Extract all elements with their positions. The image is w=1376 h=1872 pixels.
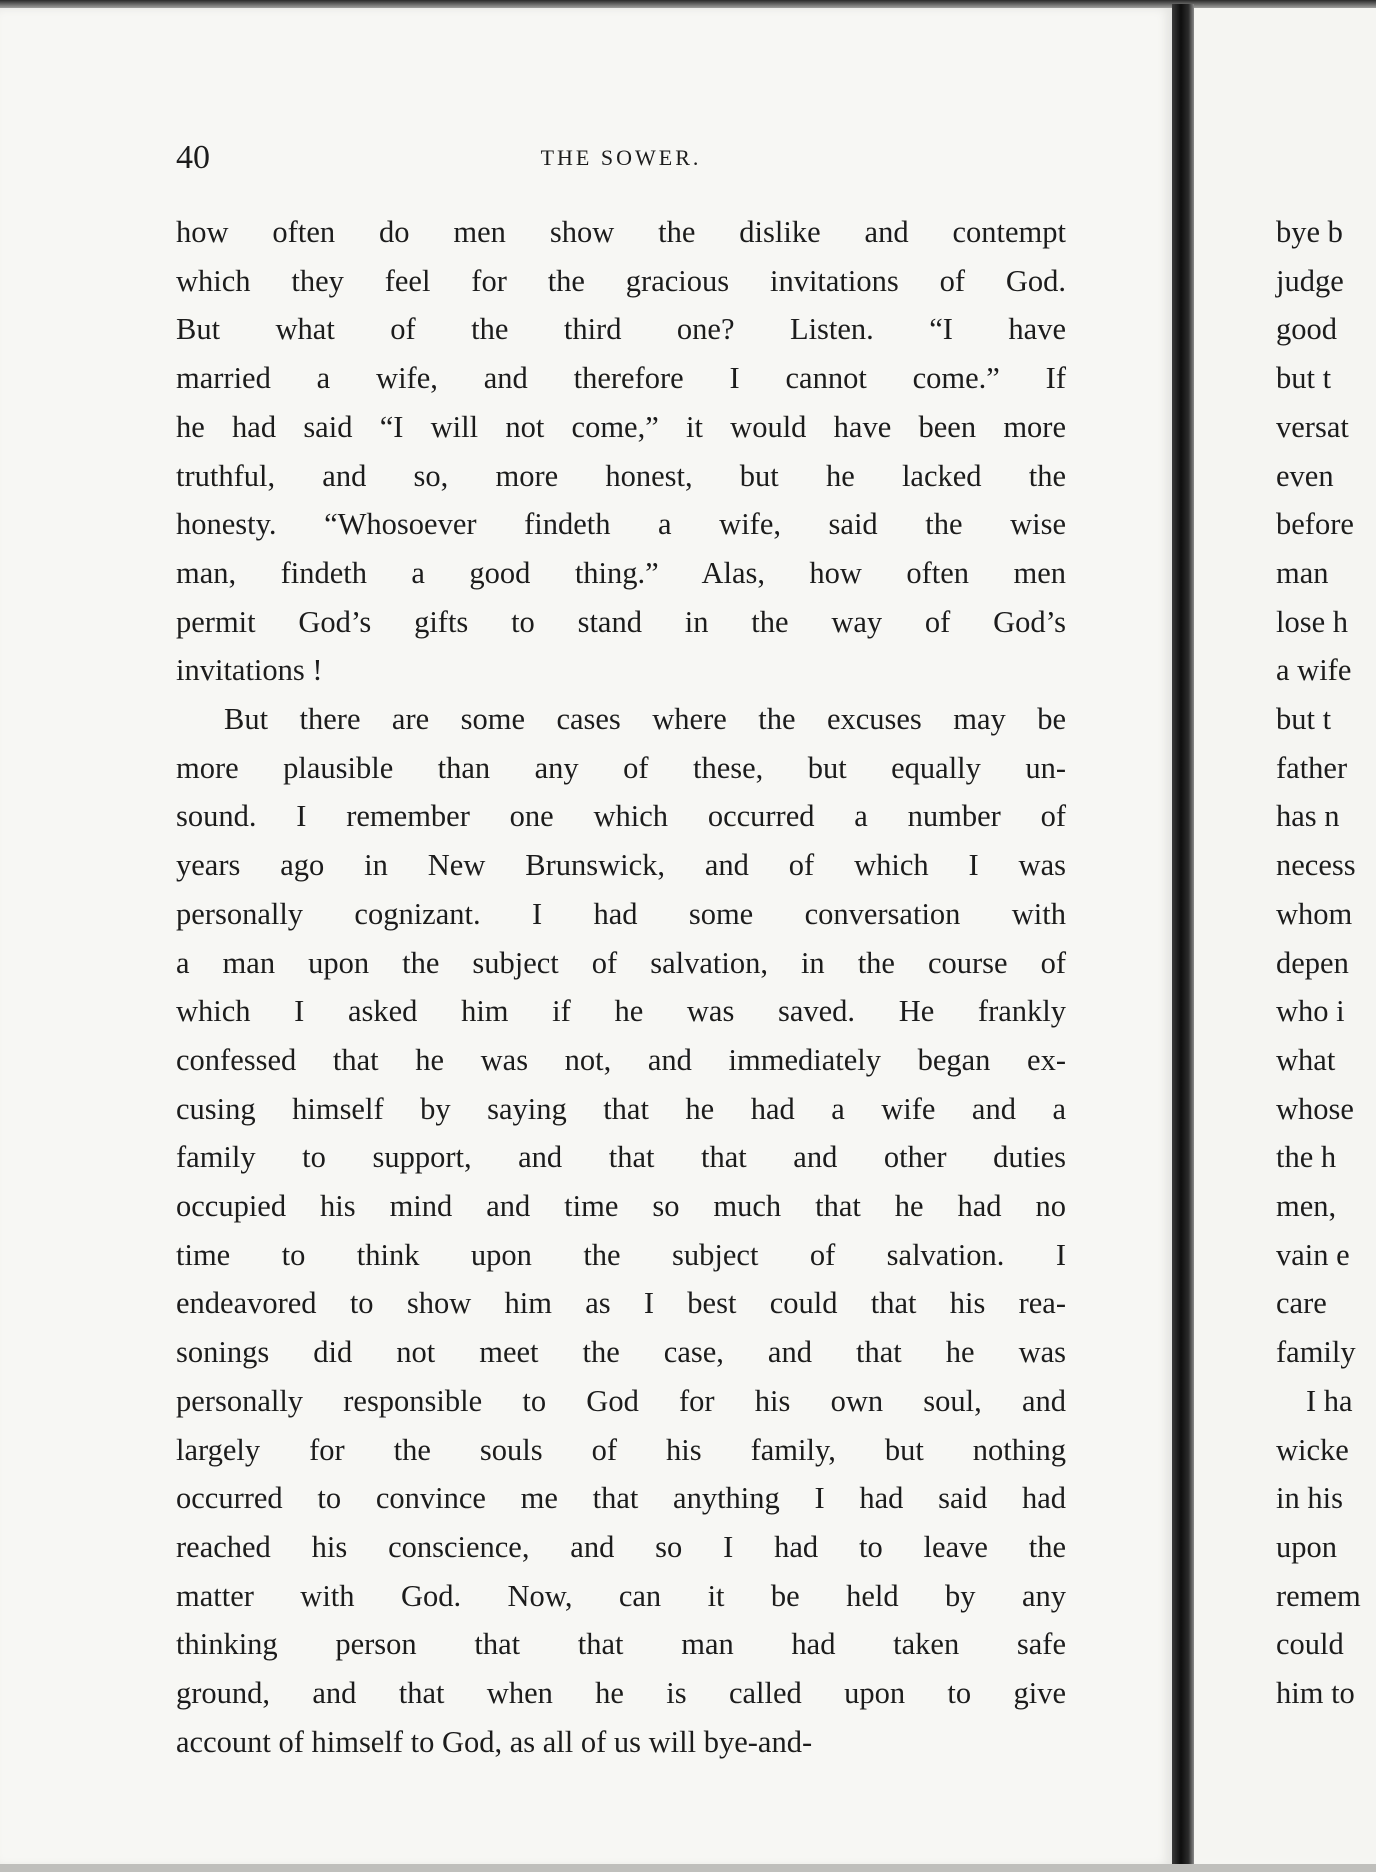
left-book-page [0,8,1172,1866]
text-line-fragment: a wife [1276,653,1352,688]
text-line-fragment: men, [1276,1189,1337,1224]
text-line-fragment: but t [1276,361,1332,396]
text-line: thinking person that that man had taken safe [176,1627,1066,1662]
text-line-fragment: even [1276,458,1334,493]
text-line: But there are some cases where the excuses may be [224,702,1066,737]
text-line: which they feel for the gracious invitations of God. [176,263,1066,298]
text-line: occurred to convince me that anything I had said had [176,1481,1066,1516]
text-line-fragment: remem [1276,1578,1361,1613]
text-line-fragment: who i [1276,994,1345,1029]
text-line: a man upon the subject of salvation, in the course of [176,945,1066,980]
text-line-fragment: upon [1276,1529,1337,1564]
text-line-fragment: I ha [1306,1383,1353,1418]
text-line: endeavored to show him as I best could that his rea- [176,1286,1066,1321]
text-line: invitations ! [176,653,323,688]
text-line: matter with God. Now, can it be held by any [176,1578,1066,1613]
text-line-fragment: wicke [1276,1432,1349,1467]
text-line-fragment: whom [1276,896,1353,931]
text-line-fragment: necess [1276,848,1356,883]
text-line: honesty. “Whosoever findeth a wife, said the wise [176,507,1066,542]
text-line-fragment: could [1276,1627,1344,1662]
text-line-fragment: good [1276,312,1337,347]
left-page-body-text [176,208,1066,1767]
text-line-fragment: versat [1276,409,1349,444]
text-line-fragment: him to [1276,1676,1355,1711]
text-line: largely for the souls of his family, but nothing [176,1432,1066,1467]
text-line: married a wife, and therefore I cannot come.” If [176,361,1066,396]
text-line-fragment: the h [1276,1140,1337,1175]
text-line: family to support, and that that and other duties [176,1140,1066,1175]
text-line-fragment: before [1276,507,1354,542]
text-line: time to think upon the subject of salvation. I [176,1237,1066,1272]
text-line: ground, and that when he is called upon to give [176,1676,1066,1711]
text-line-fragment: man [1276,555,1329,590]
text-line-fragment: bye b [1276,215,1343,249]
running-title: THE SOWER. [540,145,702,170]
text-line: man, findeth a good thing.” Alas, how often men [176,555,1066,590]
text-line-fragment: but t [1276,702,1332,737]
text-line: which I asked him if he was saved. He frankly [176,994,1066,1029]
text-line-fragment: what [1276,1042,1336,1077]
text-line: personally responsible to God for his own soul, and [176,1383,1066,1418]
text-line: reached his conscience, and so I had to leave the [176,1529,1066,1564]
text-line: he had said “I will not come,” it would have been more [176,409,1066,444]
text-line-fragment: vain e [1276,1237,1350,1272]
book-spine-gutter [1172,4,1194,1868]
text-line: years ago in New Brunswick, and of which I was [176,848,1066,883]
text-line-fragment: lose h [1276,604,1349,639]
text-line-fragment: father [1276,750,1348,785]
paragraph [176,695,1066,1766]
text-line: cusing himself by saying that he had a wife and a [176,1091,1066,1126]
text-line-fragment: depen [1276,945,1349,980]
text-line: truthful, and so, more honest, but he lacked the [176,458,1066,493]
text-line: account of himself to God, as all of us will bye-and- [176,1724,813,1759]
running-head [176,138,1066,178]
text-line-fragment: whose [1276,1091,1354,1126]
text-line-fragment: judge [1276,263,1344,298]
text-line: more plausible than any of these, but equally un- [176,750,1066,785]
right-book-page [1194,8,1376,1866]
text-line: personally cognizant. I had some conversation with [176,896,1066,931]
text-line: sound. I remember one which occurred a number of [176,799,1066,834]
text-line-fragment: family [1276,1335,1356,1370]
text-line: how often do men show the dislike and contempt [176,215,1066,249]
text-line-fragment: care [1276,1286,1327,1321]
page-number: 40 [176,139,210,176]
text-line: sonings did not meet the case, and that he was [176,1335,1066,1370]
text-line: But what of the third one? Listen. “I have [176,312,1066,347]
right-page-cropped-text [1276,208,1361,1718]
text-line: occupied his mind and time so much that he had no [176,1189,1066,1224]
text-line-fragment: has n [1276,799,1340,834]
text-line: confessed that he was not, and immediately began ex- [176,1042,1066,1077]
paragraph [176,208,1066,695]
text-line: permit God’s gifts to stand in the way of God’s [176,604,1066,639]
scan-bottom-edge [0,1864,1376,1872]
text-line-fragment: in his [1276,1481,1343,1516]
